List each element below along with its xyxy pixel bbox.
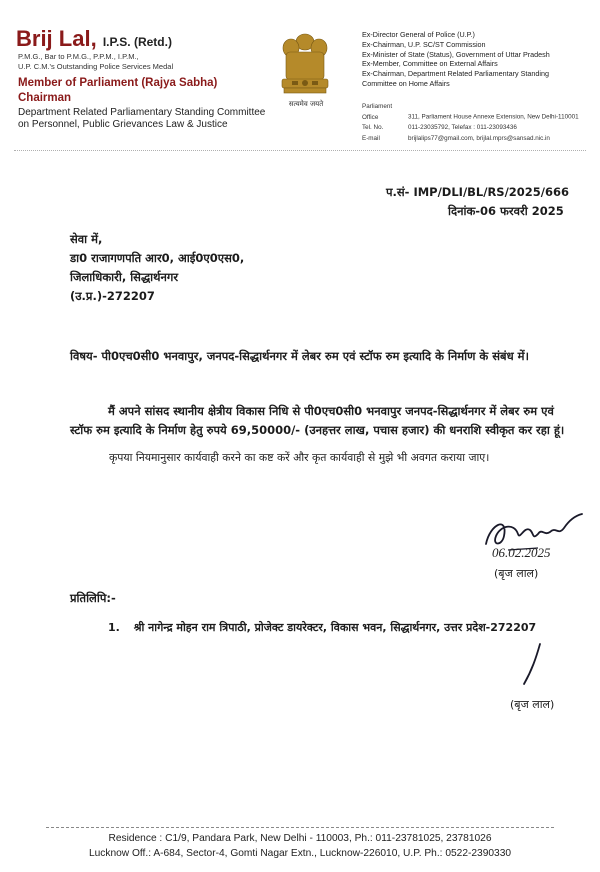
- committee-line-2: on Personnel, Public Grievances Law & Justice: [18, 119, 228, 130]
- copy-item-number: 1.: [108, 621, 120, 634]
- reference-number: प.सं- IMP/DLI/BL/RS/2025/666: [386, 185, 569, 199]
- position-line: Ex-Director General of Police (U.P.): [362, 30, 475, 39]
- member-of-parliament: Member of Parliament (Rajya Sabha): [18, 77, 218, 89]
- signatory-name: (बृज लाल): [494, 567, 539, 580]
- header-divider: [14, 150, 586, 151]
- chairman-title: Chairman: [18, 92, 72, 104]
- address-line: सेवा में,: [70, 232, 103, 246]
- address-line: जिलाधिकारी, सिद्धार्थनगर: [70, 270, 179, 284]
- letter-body: मैं अपने सांसद स्थानीय क्षेत्रीय विकास निधि से पी0एच0सी0 भनवापुर जनपद-सिद्धार्थनगर में लेबर रुम एवं स्टॉफ रुम इत्यादि के निर्माण हेतु रुपये 69,50000/- (उनहत्तर लाख, पचास हजार) की धनराशि स्वीकृत कर रहा हूं।: [70, 404, 565, 437]
- letter-date: दिनांक-06 फरवरी 2025: [448, 204, 564, 218]
- tel-label: Tel. No.: [362, 124, 384, 131]
- signature-date: 06.02.2025: [492, 545, 551, 560]
- email: [362, 134, 597, 145]
- former-positions: [362, 30, 592, 89]
- signature-image: [510, 640, 550, 690]
- national-emblem-icon: [270, 22, 340, 112]
- sender-name-text: Brij Lal,: [16, 26, 97, 51]
- committee-name: [18, 107, 308, 131]
- committee-line-1: Department Related Parliamentary Standing Committee: [18, 107, 266, 118]
- tel-value: 011-23035792, Telefax : 011-23093436: [408, 124, 517, 131]
- position-line: Ex-Chairman, U.P. SC/ST Commission: [362, 39, 486, 49]
- office-label: Parliament Office: [362, 103, 393, 121]
- position-line: Ex-Member, Committee on External Affairs: [362, 59, 498, 69]
- office-address: [362, 102, 597, 123]
- sender-name: [16, 26, 172, 52]
- address-line: (उ.प्र.)-272207: [70, 289, 155, 303]
- email-value[interactable]: brijlalips77@gmail.com, brijlal.mprs@sansad.nic.in: [408, 134, 550, 142]
- telephone: [362, 123, 597, 134]
- footer-divider: [46, 827, 554, 828]
- request-line: कृपया नियमानुसार कार्यवाही करने का कष्ट करें और कृत कार्यवाही से मुझे भी अवगत कराया जाए।: [109, 451, 490, 464]
- email-label: E-mail: [362, 134, 380, 142]
- copy-heading: प्रतिलिपि:-: [70, 591, 116, 605]
- medal-line: U.P. C.M.'s Outstanding Police Services Medal: [18, 62, 174, 71]
- medals-line: P.M.G., Bar to P.M.G., P.P.M., I.P.M.,: [18, 52, 139, 61]
- address-line: डा0 राजागणपति आर0, आई0ए0एस0,: [70, 251, 245, 265]
- subject-line: विषय- पी0एच0सी0 भनवापुर, जनपद-सिद्धार्थनगर में लेबर रुम एवं स्टॉफ रुम इत्यादि के निर्माण के संबंध में।: [70, 349, 529, 363]
- copy-item: [108, 620, 536, 635]
- emblem-motto: सत्यमेव जयते: [288, 100, 324, 108]
- copy-item-text: श्री नागेन्द्र मोहन राम त्रिपाठी, प्रोजेक्ट डायरेक्टर, विकास भवन, सिद्धार्थनगर, उत्तर प्रदेश-272207: [133, 621, 537, 634]
- position-line: Committee on Home Affairs: [362, 78, 450, 88]
- lucknow-office-address: Lucknow Off.: A-684, Sector-4, Gomti Nagar Extn., Lucknow-226010, U.P. Ph.: 0522-2390330: [88, 848, 512, 859]
- residence-address: Residence : C1/9, Pandara Park, New Delhi - 110003, Ph.: 011-23781025, 23781026: [108, 833, 492, 844]
- office-value: 311, Parliament House Annexe Extension, New Delhi-110001: [408, 113, 579, 121]
- position-line: Ex-Minister of State (Status), Government of Uttar Pradesh: [362, 49, 550, 59]
- position-line: Ex-Chairman, Department Related Parliamentary Standing: [362, 69, 549, 79]
- contact-block: [362, 102, 597, 144]
- signatory-name: (बृज लाल): [510, 698, 555, 711]
- sender-suffix: I.P.S. (Retd.): [102, 35, 172, 49]
